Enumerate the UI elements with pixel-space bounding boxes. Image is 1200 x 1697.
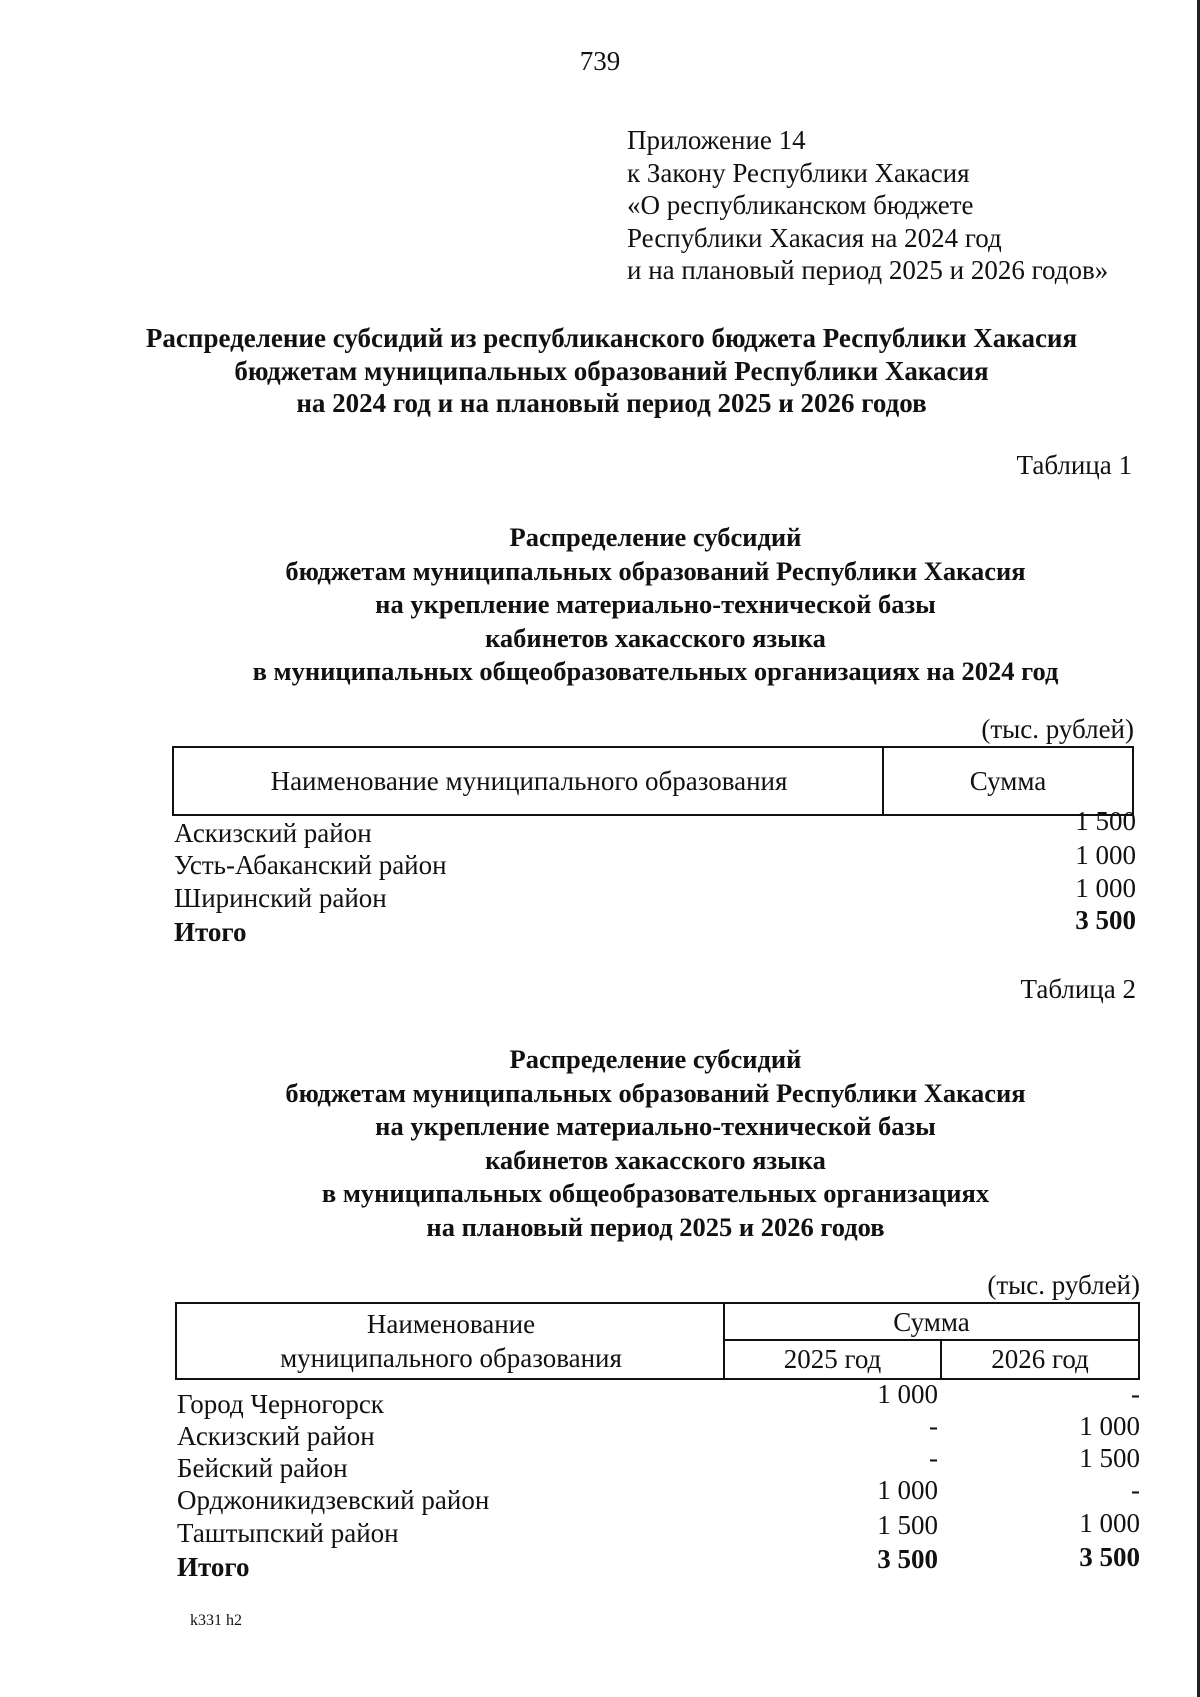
row-name: Аскизский район (174, 818, 372, 848)
row-value-2025: 1 500 (877, 1510, 938, 1540)
table2-title-line: на плановый период 2025 и 2026 годов (426, 1211, 885, 1242)
table2-header-name-line: Наименование (366, 1309, 536, 1339)
table1-header-name: Наименование муниципального образования (270, 765, 788, 796)
main-title (0, 322, 1200, 420)
appendix-line: Приложение 14 (627, 125, 806, 155)
appendix-block (627, 124, 1108, 287)
table-row (174, 873, 1136, 913)
row-name: Усть-Абаканский район (174, 850, 447, 880)
table2-title-line: на укрепление материально-технической базы (375, 1111, 936, 1141)
row-name: Орджоникидзевский район (177, 1485, 490, 1515)
main-title-line: бюджетам муниципальных образований Республики Хакасия (234, 355, 989, 386)
table2-title (0, 1043, 1200, 1244)
row-name: Таштыпский район (177, 1518, 399, 1548)
row-value: 1 000 (1075, 873, 1136, 903)
table1-title-line: Распределение субсидий (509, 522, 802, 552)
table1-header-sum: Сумма (969, 765, 1047, 796)
row-value-2026: 1 000 (1079, 1411, 1140, 1441)
table2-header (175, 1302, 1140, 1380)
table2-units: (тыс. рублей) (987, 1270, 1140, 1300)
table1-title-line: кабинетов хакасского языка (485, 622, 826, 653)
appendix-line: «О республиканском бюджете (627, 190, 974, 220)
table1-header (172, 746, 1134, 816)
table1-title-line: бюджетам муниципальных образований Республики Хакасия (285, 555, 1026, 586)
total-label: Итого (174, 917, 247, 947)
row-value-2025: - (929, 1411, 938, 1441)
row-value-2025: - (929, 1443, 938, 1473)
row-value-2025: 1 000 (877, 1379, 938, 1409)
row-name: Город Черногорск (177, 1389, 384, 1419)
table2-label: Таблица 2 (1020, 974, 1136, 1004)
table2-header-name-line: муниципального образования (280, 1343, 622, 1373)
table2-title-line: Распределение субсидий (509, 1044, 802, 1074)
appendix-line: Республики Хакасия на 2024 год (627, 222, 1002, 253)
page-number: 739 (579, 46, 621, 76)
row-name: Аскизский район (177, 1421, 375, 1451)
total-value: 3 500 (1075, 905, 1136, 935)
table-row (177, 1508, 1140, 1548)
table1-units: (тыс. рублей) (981, 714, 1134, 744)
row-name: Бейский район (177, 1453, 348, 1483)
table2-title-line: бюджетам муниципальных образований Республики Хакасия (285, 1077, 1026, 1108)
table-row (177, 1475, 1140, 1515)
appendix-line: и на плановый период 2025 и 2026 годов» (627, 255, 1109, 285)
main-title-line: на 2024 год и на плановый период 2025 и 2026 годов (296, 388, 927, 418)
table-row (177, 1411, 1140, 1451)
table-row (174, 806, 1136, 848)
row-value-2026: - (1131, 1379, 1140, 1409)
table1-title-line: в муниципальных общеобразовательных организациях на 2024 год (252, 656, 1059, 686)
table-row (177, 1379, 1140, 1419)
table2-header-sum: Сумма (893, 1306, 970, 1337)
row-value-2026: - (1131, 1475, 1140, 1505)
table2-header-2025: 2025 год (783, 1344, 882, 1374)
table-row (174, 840, 1136, 880)
table2-title-line: в муниципальных общеобразовательных организациях (321, 1178, 990, 1208)
total-value-2025: 3 500 (877, 1544, 938, 1574)
row-value-2025: 1 000 (877, 1475, 938, 1505)
total-label: Итого (177, 1552, 250, 1582)
total-value-2026: 3 500 (1079, 1542, 1140, 1572)
footer-code: k331 h2 (190, 1612, 242, 1629)
table2-header-2026: 2026 год (991, 1344, 1089, 1374)
table1-label: Таблица 1 (1016, 450, 1132, 480)
row-value: 1 500 (1075, 806, 1136, 836)
table-total-row (177, 1542, 1140, 1582)
table1-title-line: на укрепление материально-технической базы (375, 589, 936, 619)
row-value-2026: 1 000 (1079, 1508, 1140, 1538)
table1-title (0, 521, 1200, 689)
appendix-line: к Закону Республики Хакасия (627, 157, 970, 188)
table2-header-name (177, 1304, 725, 1378)
table-row (177, 1443, 1140, 1483)
table-total-row (174, 905, 1136, 947)
row-value: 1 000 (1075, 840, 1136, 870)
main-title-line: Распределение субсидий из республиканского бюджета Республики Хакасия (145, 323, 1078, 353)
row-name: Ширинский район (174, 883, 387, 913)
table2-title-line: кабинетов хакасского языка (485, 1144, 826, 1175)
row-value-2026: 1 500 (1079, 1443, 1140, 1473)
